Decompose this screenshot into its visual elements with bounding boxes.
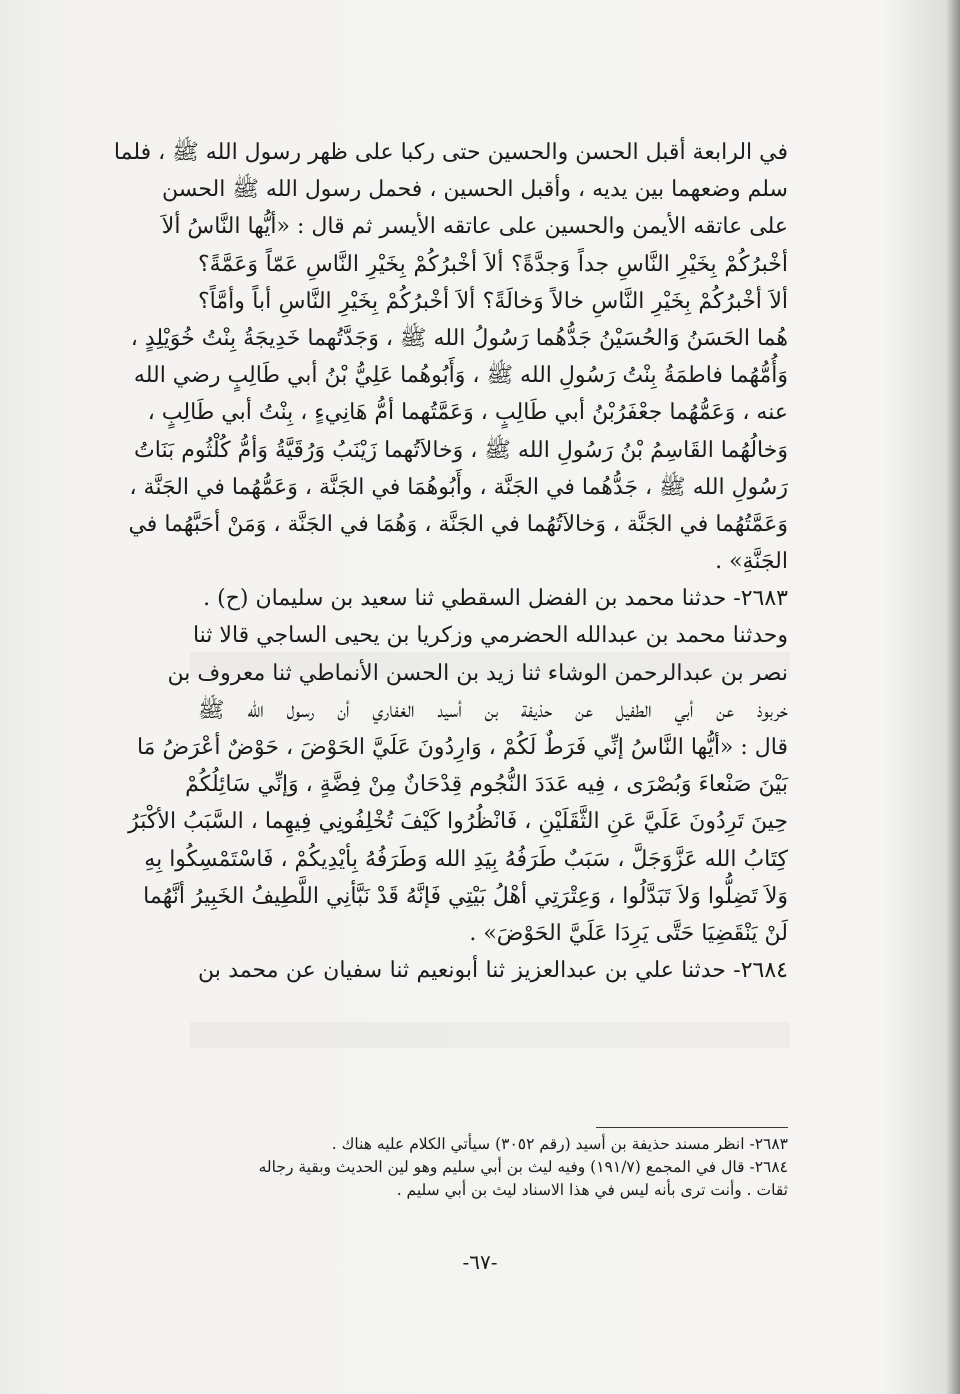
text-line: حِينَ تَرِدُونَ عَلَيَّ عَنِ الثَّقَلَيْنِ ، فَانْظُرُوا كَيْفَ تُخْلِفُونِي فِيهِما ، السَّبَبُ الأكْبَرُ — [128, 809, 788, 835]
text-line: وَخالُهُما القَاسِمُ بْنُ رَسُولِ الله ﷺ ، وَخالاَتُهما زَيْنَبُ وَرُقَيَّةُ وَأمُّ كُلْثُوم بَنَاتُ — [134, 437, 788, 463]
text-line: رَسُولِ الله ﷺ ، جَدُّهُما في الجَنَّة ، وأَبُوهُمَا في الجَنَّة ، وَعَمُّهُما في الجَنَّة ، — [129, 474, 788, 500]
footnotes — [260, 1133, 788, 1202]
footnote-2684-cont: ثقات . وأنت ترى بأنه ليس في هذا الاسناد ليث بن أبي سليم . — [396, 1181, 788, 1199]
bleed-through-band — [190, 1022, 790, 1048]
footnote-2683: ٢٦٨٣- انظر مسند حذيفة بن أسيد (رقم ٣٠٥٢) سيأتي الكلام عليه هناك . — [331, 1135, 788, 1153]
text-line: الجَنَّةِ» . — [715, 549, 788, 575]
text-line: وَعَمَّتُهُما في الجَنَّة ، وَخالاَتُهُما في الجَنَّة ، وَهُمَا في الجَنَّة ، وَمَنْ أحَبَّهُما في — [128, 511, 788, 537]
text-line: قال : «أيُّها النَّاسُ إنِّي فَرَطٌ لَكُمْ ، وَارِدُونَ عَلَيَّ الحَوْضَ ، حَوْضٌ أعْرَضُ مَا — [136, 735, 788, 760]
text-line: وَلاَ تَضِلُّوا وَلاَ تَبَدَّلُوا ، وَعِتْرَتِي أهْلُ بَيْتِي فَإنَّهُ قَدْ نَبَّأنِي اللَّطِيفُ الخَبِيرُ أنَّهُما — [143, 883, 788, 909]
text-line: على عاتقه الأيمن والحسين على عاتقه الأيسر ثم قال : «أيُّها النَّاسُ ألاَ — [161, 214, 788, 240]
text-line: خربوذ عن أبي الطفيل عن حذيفة بن أسيد الغفاري أن رسول الله ﷺ — [198, 697, 788, 723]
text-line: ألاَ أخْبرُكُمْ بِخَيْرِ النَّاسِ خالاً وَخالَةً؟ ألاَ أخْبرُكُمْ بِخَيْرِ النَّاسِ أباً وأمَّاً؟ — [198, 288, 788, 314]
hadith-heading-2683: ٢٦٨٣- حدثنا محمد بن الفضل السقطي ثنا سعيد بن سليمان (ح) . — [203, 586, 788, 612]
text-line: لَنْ يَنْقَضِيَا حَتَّى يَرِدَا عَلَيَّ الحَوْضَ» . — [469, 920, 788, 946]
footnote-2684: ٢٦٨٤- قال في المجمع (١٩١/٧) وفيه ليث بن أبي سليم وهو لين الحديث وبقية رجاله — [258, 1158, 788, 1176]
page-number: -٦٧- — [462, 1250, 498, 1274]
text-line: كِتَابُ الله عَزَّوَجَلَّ ، سَبَبٌ طَرَفُهُ بِيَدِ الله وَطَرَفُهُ بِأيْدِيكُمْ ، فَاسْتَمْسِكُوا بِهِ — [144, 846, 788, 872]
text-line: عنه ، وَعَمُّهُما جعْفَرُبْنُ أبي طَالِبٍ ، وَعَمَّتُهما أمُّ هَانِيءٍ ، بِنْتُ أبي طَالِبٍ ، — [147, 400, 788, 426]
text-line: سلم وضعهما بين يديه ، وأقبل الحسين ، فحمل رسول الله ﷺ الحسن — [161, 177, 788, 203]
text-line: هُما الحَسَنُ وَالحُسَيْنُ جَدُّهُما رَسُولُ الله ﷺ ، وَجَدَّتُهما خَدِيجَةُ بِنْتُ خُوَيْلِدٍ ، — [130, 325, 788, 351]
main-text — [113, 134, 788, 989]
text-line: نصر بن عبدالرحمن الوشاء ثنا زيد بن الحسن الأنماطي ثنا معروف بن — [167, 660, 788, 686]
footnote-separator — [596, 1127, 788, 1128]
hadith-heading-2684: ٢٦٨٤- حدثنا علي بن عبدالعزيز ثنا أبونعيم ثنا سفيان عن محمد بن — [198, 958, 788, 984]
text-line: بَيْنَ صَنْعاءَ وَبُصْرَى ، فِيه عَدَدَ النُّجُوم قِدْحَانٌ مِنْ فِضَّةٍ ، وَإنِّي سَائِلُكُمْ — [185, 772, 788, 798]
text-line: أخْبرُكُمْ بِخَيْرِ النَّاسِ جداً وَجدَّةً؟ ألاَ أخْبرُكُمْ بِخَيْرِ النَّاسِ عَمّاً وَعَمَّةً؟ — [198, 251, 788, 277]
text-line: وحدثنا محمد بن عبدالله الحضرمي وزكريا بن يحيى الساجي قالا ثنا — [192, 623, 788, 649]
text-line: في الرابعة أقبل الحسن والحسين حتى ركبا على ظهر رسول الله ﷺ ، فلما — [113, 140, 788, 165]
text-line: وَأُمُّهُما فاطمَةُ بِنْتُ رَسُولِ الله ﷺ ، وَأَبُوهُما عَلِيُّ بْنُ أبي طَالِبٍ رضي الله — [133, 363, 788, 389]
page-edge-shadow — [946, 0, 960, 1394]
